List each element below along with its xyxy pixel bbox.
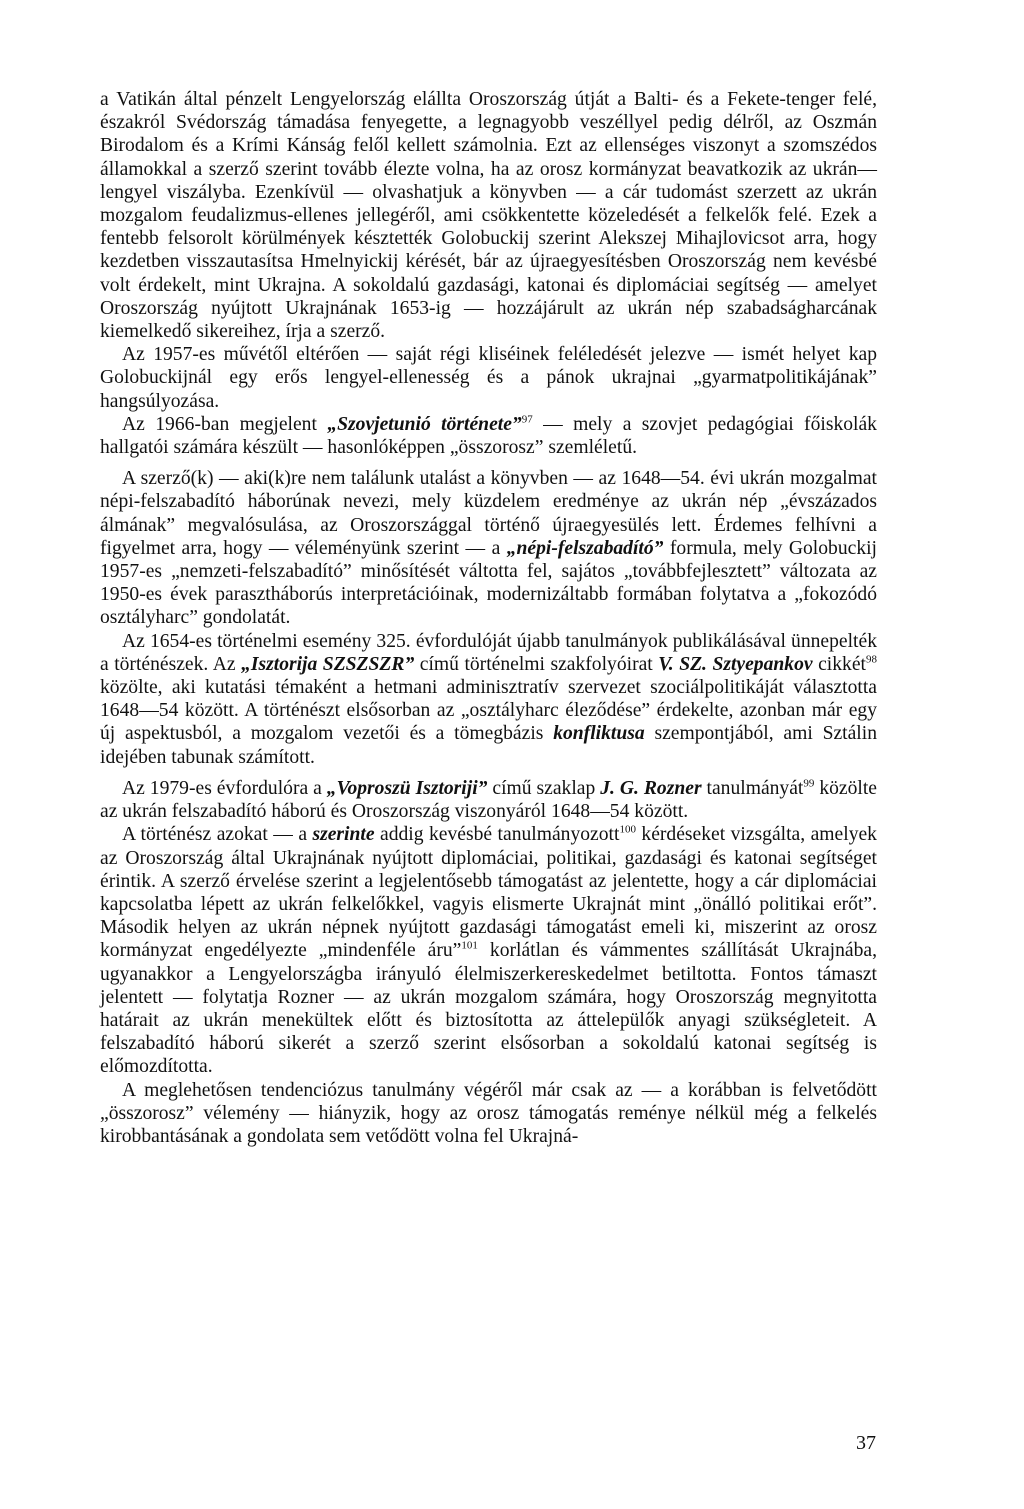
text-run: a Vatikán által pénzelt Lengyelország elállta Oroszország útját a Balti- és a Fekete-tenger felé, északról Svédország támadása fenyegette, a legnagyobb veszéllyel pedig délről, az Oszmán Birodalom és a Krími Kánság felől kellett számolnia. Ezt az ellenséges viszonyt a szomszédos államokkal a szerző szerint tovább élezte volna, ha az orosz kormányzat beavatkozik az ukrán—lengyel viszályba. Ezenkívül — olvashatjuk a könyvben — a cár tudomást szerzett az ukrán mozgalom feudalizmus-ellenes jellegéről, ami csökkentette közeledését a felkelők felé. Ezek a fentebb felsorolt körülmények késztették Golobuckij szerint Alekszej Mihajlovicsot arra, hogy kezdetben visszautasítsa Hmelnyickij kérését, bár az újraegyesítésben Oroszország nem kevésbé volt érdekelt, mint Ukrajna. A sokoldalú gazdasági, katonai és diplomáciai segítség — amelyet Oroszország nyújtott Ukrajnának 1653-ig — hozzájárult az ukrán nép szabadságharcának kiemelkedő sikereihez, írja a szerző. <box>100 89 877 343</box>
emphasis: „népi-felszabadító” <box>506 537 664 559</box>
page-number: 37 <box>856 1432 876 1454</box>
text-run: A történész azokat — a <box>122 824 313 846</box>
paragraph <box>100 777 877 823</box>
paragraph <box>100 88 877 343</box>
text-run: szempontjából, ami Sztálin idejében tabunak számított. <box>100 723 877 768</box>
text-run: Az 1966-ban megjelent <box>122 413 328 435</box>
emphasis: J. G. Rozner <box>600 777 702 799</box>
emphasis: „Szovjetunió története” <box>327 413 522 435</box>
text-run: A meglehetősen tendenciózus tanulmány végéről már csak az — a korábban is felvetődött „összorosz” vélemény — hiányzik, hogy az orosz támogatás reménye nélkül még a felkelés kirobbantásának a gondolata sem vetődött volna fel Ukrajná- <box>100 1079 877 1147</box>
paragraph <box>100 413 877 459</box>
text-run: Az 1957-es művétől eltérően — saját régi kliséinek feléledését jelezve — ismét helyet kap Golobuckijnál egy erős lengyel-ellenesség és a pánok ukrajnai „gyarmatpolitikájának” hangsúlyozása. <box>100 344 877 412</box>
text-run: közölte az ukrán felszabadító háború és Oroszország viszonyáról 1648—54 között. <box>100 777 877 823</box>
paragraph <box>100 1079 877 1149</box>
text-run: — mely a szovjet pedagógiai főiskolák hallgatói számára készült — hasonlóképpen „összorosz” szemléletű. <box>100 413 877 459</box>
footnote-ref: 99 <box>803 777 815 790</box>
emphasis: „Voproszü Isztoriji” <box>326 777 488 799</box>
footnote-ref: 97 <box>521 413 533 426</box>
text-run: című történelmi szakfolyóirat <box>414 653 659 675</box>
text-run: formula, mely Golobuckij 1957-es „nemzeti-felszabadító” minősítését váltotta fel, sajátos „továbbfejlesztett” változata az 1950-es évek parasztháborús interpretációinak, modernizáltabb formában folytatva a „fokozódó osztályharc” gondolatát. <box>100 537 877 629</box>
paragraph <box>100 467 877 629</box>
emphasis: V. SZ. Sztyepankov <box>658 653 813 675</box>
emphasis: szerinte <box>312 824 375 846</box>
text-run: korlátlan és vámmentes szállítását Ukrajnába, ugyanakkor a Lengyelországba irányuló élelmiszerkereskedelmet betiltotta. Fontos támaszt jelentett — folytatja Rozner — az ukrán mozgalom számára, hogy Oroszország megnyitotta határait az ukrán menekültek előtt és biztosította az áttelepülők anyagi szükségleteit. A felszabadító háború sikerét a szerző szerint elsősorban a sokoldalú katonai segítség is előmozdította. <box>100 940 877 1078</box>
text-run: kérdéseket vizsgálta, amelyek az Oroszország által Ukrajnának nyújtott diplomáciai, politikai, gazdasági és katonai segítséget érintik. A szerző érvelése szerint a legjelentősebb támogatást az jelentette, hogy a cár diplomáciai kapcsolatba lépett az ukrán felkelőkkel, vagyis elismerte Ukrajnát mint „önálló politikai erőt”. Második helyen az ukrán népnek nyújtott gazdasági támogatást emeli ki, miszerint az orosz kormányzat engedélyezte „mindenféle áru” <box>100 824 877 962</box>
text-run: közölte, aki kutatási témaként a hetmani adminisztratív szervezet szociálpolitikáját választotta 1648—54 között. A történészt elsősorban az „osztályharc éleződése” érdekelte, azonban már egy új aspektusból, a mozgalom vezetői és a tömegbázis <box>100 677 877 745</box>
page-body <box>100 88 877 1418</box>
text-run: tanulmányát <box>701 777 804 799</box>
text-run: addig kevésbé tanulmányozott <box>374 824 620 846</box>
text-run: című szaklap <box>487 777 601 799</box>
emphasis: konfliktusa <box>553 723 645 745</box>
text-run: Az 1654-es történelmi esemény 325. évfordulóját újabb tanulmányok publikálásával ünnepelték a történészek. Az <box>100 630 877 675</box>
text-run: A szerző(k) — aki(k)re nem találunk utalást a könyvben — az 1648—54. évi ukrán mozgalmat népi-felszabadító háborúnak nevezi, mely küzdelem eredménye az ukrán nép „évszázados álmának” megvalósulása, az Oroszországgal történő újraegyesülés lett. Érdemes felhívni a figyelmet arra, hogy — véleményünk szerint — a <box>100 468 877 559</box>
paragraph <box>100 823 877 1078</box>
text-run: Az 1979-es évfordulóra a <box>122 777 327 799</box>
text-run: cikkét <box>812 653 866 675</box>
paragraph <box>100 630 877 769</box>
footnote-ref: 100 <box>619 823 636 836</box>
paragraph <box>100 343 877 413</box>
emphasis: „Isztorija SZSZSZR” <box>241 653 415 675</box>
footnote-ref: 98 <box>865 653 877 666</box>
footnote-ref: 101 <box>461 939 478 952</box>
